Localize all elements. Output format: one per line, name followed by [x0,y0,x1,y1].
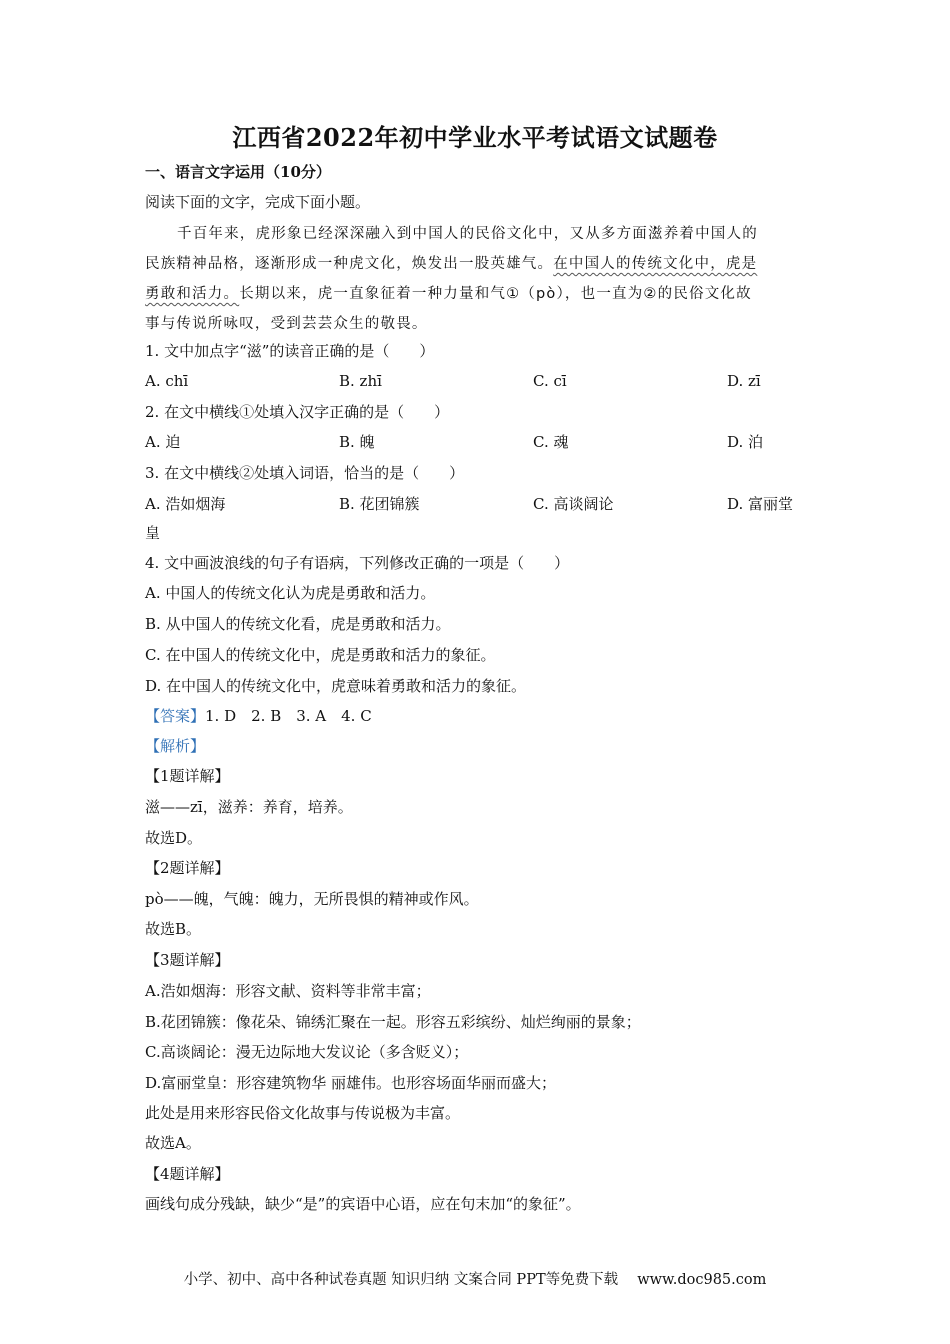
detail-line: B.花团锦簇：像花朵、锦绣汇聚在一起。形容五彩缤纷、灿烂绚丽的景象； [145,1013,641,1031]
question-1-option-c: C. cī [533,372,567,390]
wavy-underlined-sentence: 勇敢和活力。 [145,286,240,302]
detail-heading-4: 【4题详解】 [145,1165,230,1183]
passage-line-2 [145,249,805,279]
question-3-option-b: B. 花团锦簇 [339,495,420,513]
question-2-option-b: B. 魄 [339,433,375,451]
dotted-character: 滋 [648,226,664,242]
analysis-label: 【解析】 [145,737,206,755]
question-3-stem: 3. 在文中横线②处填入词语，恰当的是（ ） [145,464,465,482]
detail-heading-2: 【2题详解】 [145,859,230,877]
passage-text: 千百年来，虎形象已经深深融入到中国人的民俗文化中，又从多方面 [177,226,648,242]
question-1-option-d: D. zī [727,372,761,390]
detail-line: 此处是用来形容民俗文化故事与传说极为丰富。 [145,1104,461,1122]
answer-label: 【答案】 [145,707,206,725]
question-4-option-b: B. 从中国人的传统文化看，虎是勇敢和活力。 [145,615,451,633]
page-footer: 小学、初中、高中各种试卷真题 知识归纳 文案合同 PPT等免费下载 www.doc985.com [183,1272,767,1288]
question-3-option-d: D. 富丽堂 [727,495,794,513]
question-4-option-a: A. 中国人的传统文化认为虎是勇敢和活力。 [145,584,436,602]
question-2-stem: 2. 在文中横线①处填入汉字正确的是（ ） [145,403,450,421]
question-4-option-d: D. 在中国人的传统文化中，虎意味着勇敢和活力的象征。 [145,677,527,695]
passage-line-1 [145,219,805,249]
detail-line: 滋——zī，滋养：养育，培养。 [145,798,353,816]
passage-text: 民族精神品格，逐渐形成一种虎文化，焕发出一股英雄气。 [145,256,554,272]
section-heading: 一、语言文字运用（10分） [145,163,331,181]
passage-text: 长期以来，虎一直象征着一种力量和气①（pò），也一直为②的民俗文化故 [239,286,752,302]
detail-line: pò——魄，气魄：魄力，无所畏惧的精神或作风。 [145,890,479,908]
detail-line: D.富丽堂皇：形容建筑物华 丽雄伟。也形容场面华丽而盛大； [145,1074,557,1092]
instruction: 阅读下面的文字，完成下面小题。 [145,193,371,211]
answer-line [145,706,372,726]
detail-line: 故选B。 [145,920,202,938]
question-2-option-c: C. 魂 [533,433,569,451]
detail-line: A.浩如烟海：形容文献、资料等非常丰富； [145,982,431,1000]
question-1-option-a: A. chī [145,372,189,390]
question-2-option-d: D. 泊 [727,433,764,451]
reading-passage [145,219,805,339]
question-4-stem: 4. 文中画波浪线的句子有语病，下列修改正确的一项是（ ） [145,554,570,572]
answer-text: 1. D 2. B 3. A 4. C [205,707,372,725]
question-1-option-b: B. zhī [339,372,382,390]
detail-line: 故选A。 [145,1134,201,1152]
detail-line: 画线句成分残缺，缺少“是”的宾语中心语，应在句末加“的象征”。 [145,1195,581,1213]
passage-text: 养着中国人的 [663,226,758,242]
wavy-underlined-sentence: 在中国人的传统文化中，虎是 [553,256,758,272]
detail-line: C.高谈阔论：漫无边际地大发议论（多含贬义）； [145,1043,469,1061]
question-3-option-c: C. 高谈阔论 [533,495,614,513]
passage-line-4: 事与传说所咏叹，受到芸芸众生的敬畏。 [145,316,428,332]
question-3-option-a: A. 浩如烟海 [145,495,226,513]
question-2-option-a: A. 迫 [145,433,181,451]
detail-heading-3: 【3题详解】 [145,951,230,969]
detail-heading-1: 【1题详解】 [145,767,230,785]
passage-line-3 [145,279,805,309]
question-1-stem: 1. 文中加点字“滋”的读音正确的是（ ） [145,342,435,360]
document-title: 江西省2022年初中学业水平考试语文试题卷 [232,123,718,152]
detail-line: 故选D。 [145,829,203,847]
question-3-option-d-wrap: 皇 [145,524,161,542]
question-4-option-c: C. 在中国人的传统文化中，虎是勇敢和活力的象征。 [145,646,496,664]
